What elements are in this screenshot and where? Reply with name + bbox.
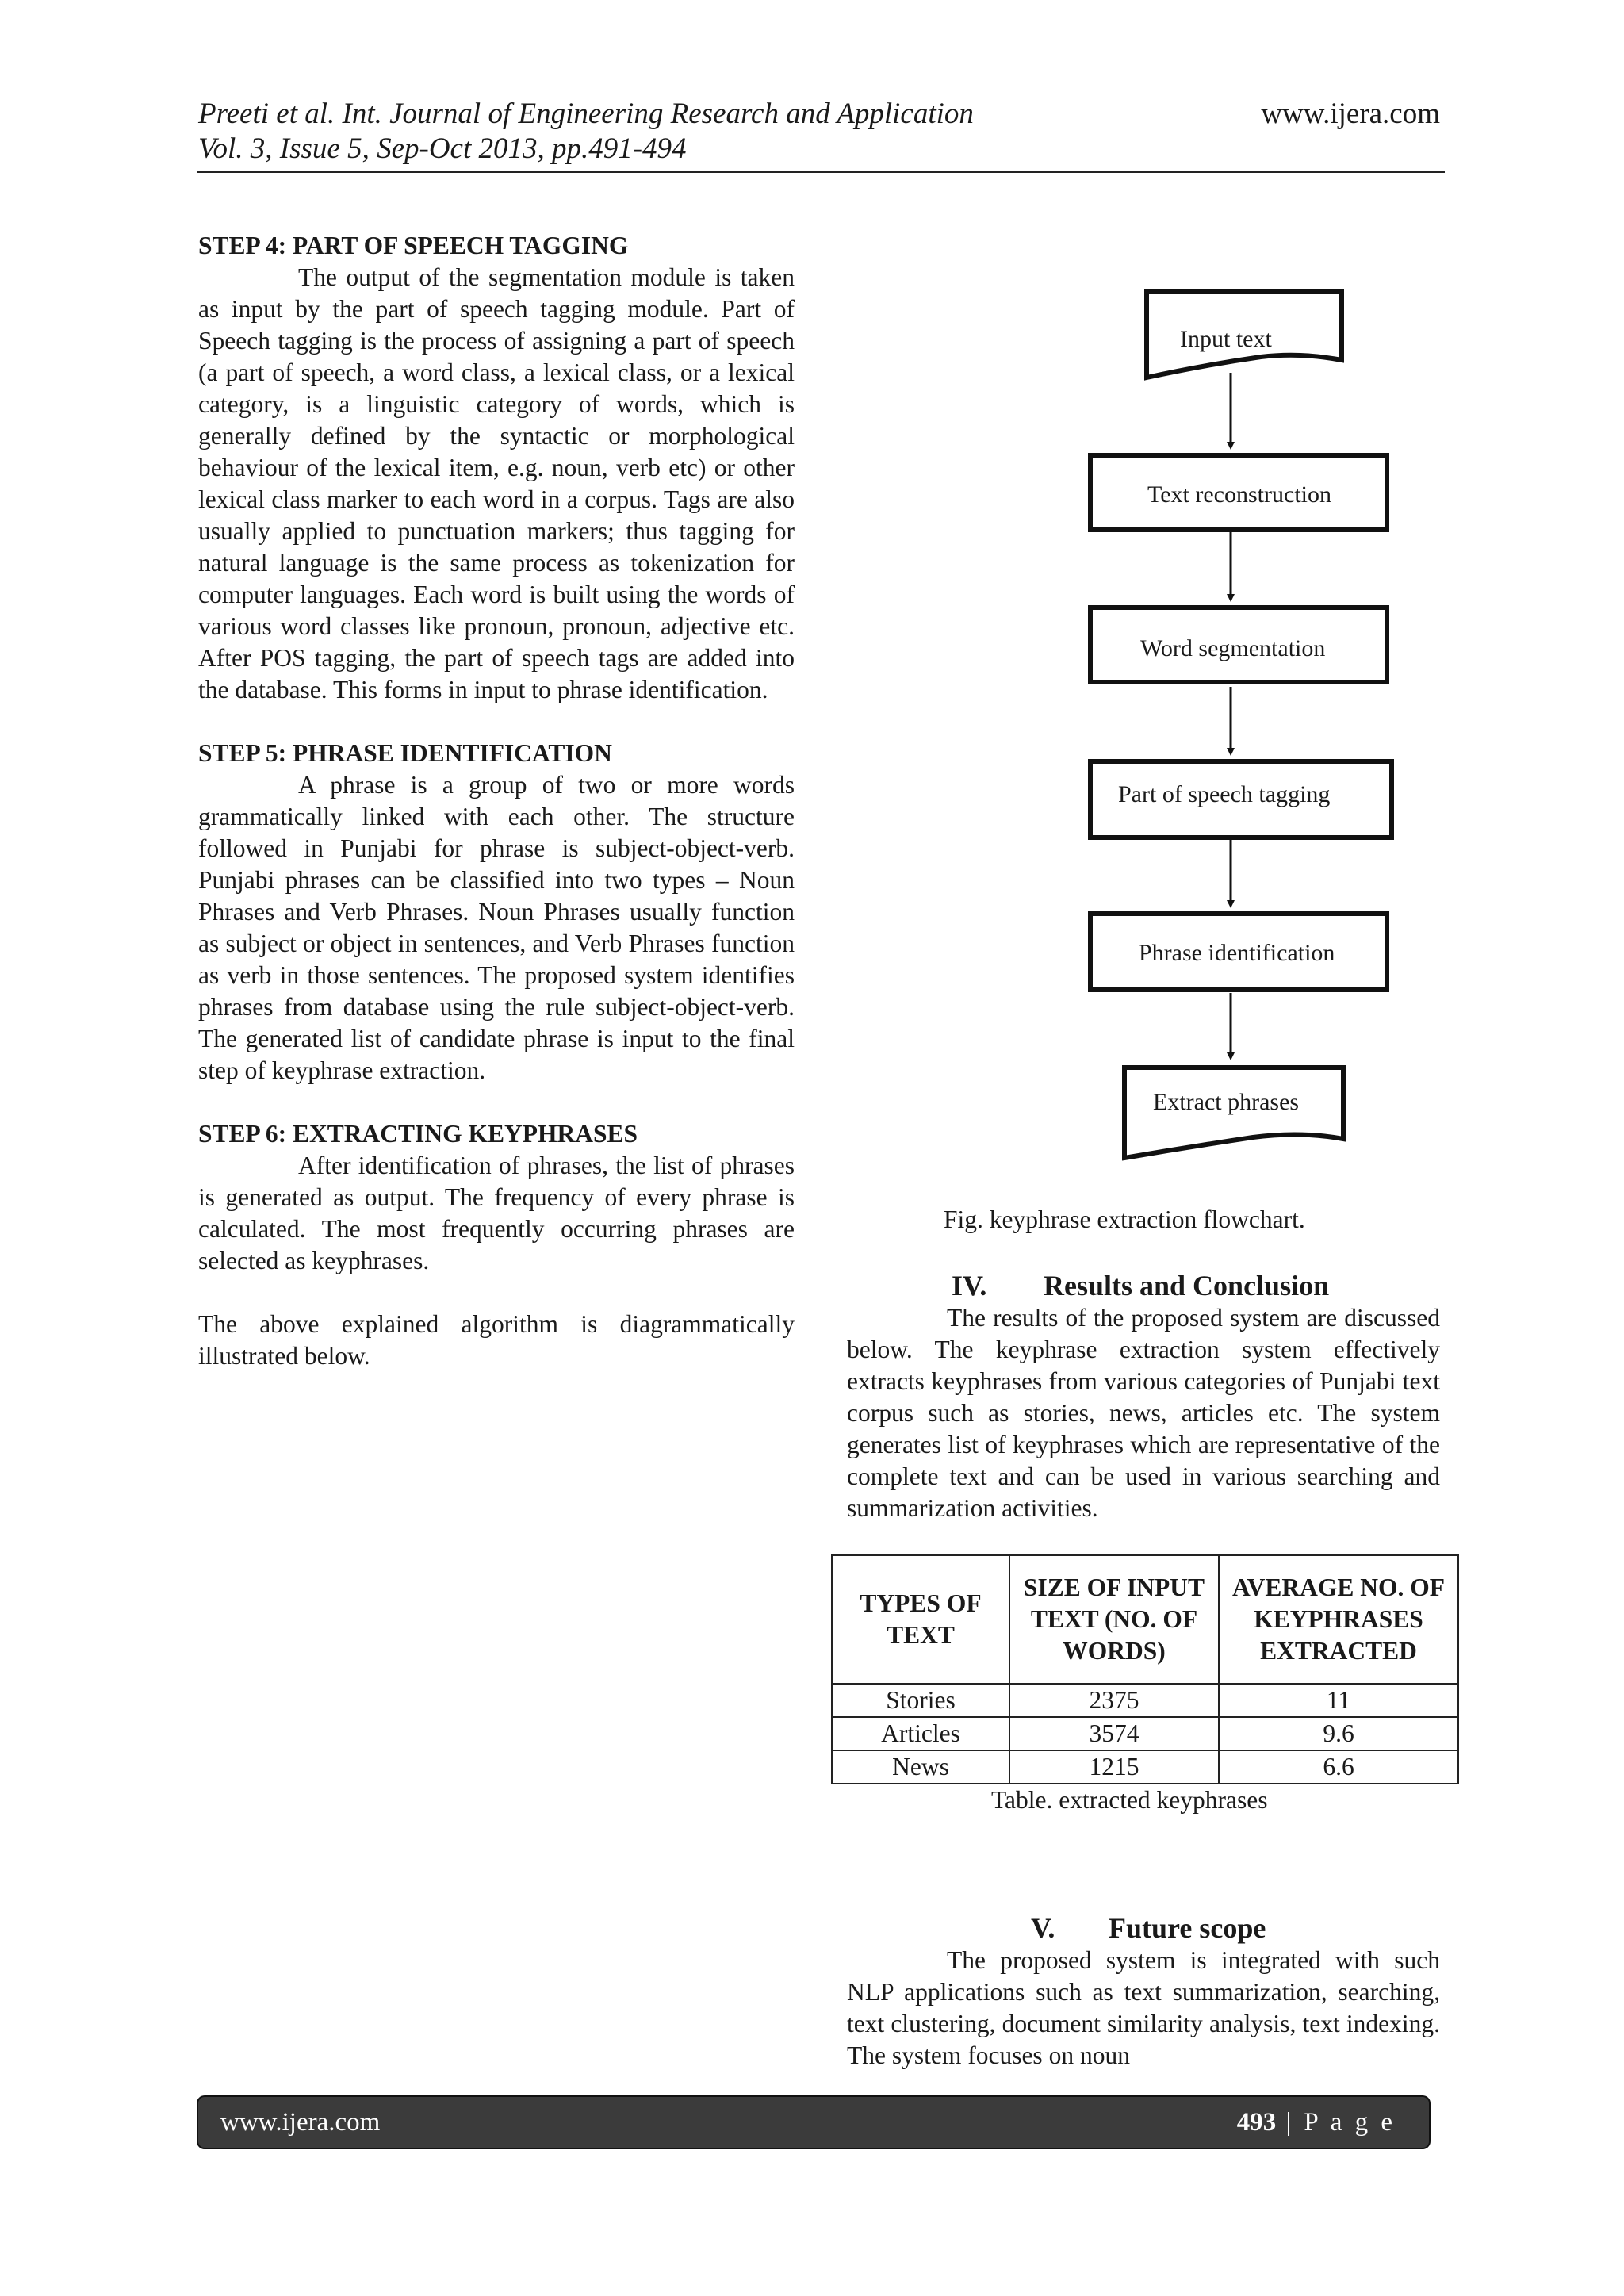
results-column xyxy=(847,1302,1440,1524)
table-cell: Articles xyxy=(832,1717,1009,1750)
table-cell: 9.6 xyxy=(1219,1717,1458,1750)
journal-volume: Vol. 3, Issue 5, Sep-Oct 2013, pp.491-494 xyxy=(198,132,687,165)
flow-label-extract-phrases: Extract phrases xyxy=(1153,1089,1300,1115)
footer-page xyxy=(1237,2106,1396,2138)
header-divider xyxy=(197,171,1445,173)
results-table xyxy=(831,1554,1459,1784)
footer-url: www.ijera.com xyxy=(220,2108,381,2137)
page-label: | P a g e xyxy=(1276,2108,1396,2137)
section-iv-title: Results and Conclusion xyxy=(1044,1270,1330,1301)
flow-label-pos-tagging: Part of speech tagging xyxy=(1118,781,1331,807)
table-header-average: AVERAGE NO. OF KEYPHRASES EXTRACTED xyxy=(1219,1555,1458,1684)
table-cell: News xyxy=(832,1750,1009,1784)
step6-paragraph: After identification of phrases, the list of phrases is generated as output. The frequency of every phrase is calculated. The most frequently occurring phrases are selected as keyphrases. xyxy=(198,1152,795,1274)
table-cell: 6.6 xyxy=(1219,1750,1458,1784)
page-number: 493 xyxy=(1236,2108,1277,2137)
journal-title: Preeti et al. Int. Journal of Engineering Research and Application xyxy=(198,98,974,130)
flow-label-text-reconstruction: Text reconstruction xyxy=(1147,481,1331,508)
table-row xyxy=(832,1750,1458,1784)
table-cell: 3574 xyxy=(1009,1717,1219,1750)
table-cell: 1215 xyxy=(1009,1750,1219,1784)
section-v-number: V. xyxy=(1031,1912,1055,1944)
table-cell: 11 xyxy=(1219,1684,1458,1717)
step4-heading: STEP 4: PART OF SPEECH TAGGING xyxy=(198,232,629,259)
flow-label-phrase-identification: Phrase identification xyxy=(1139,940,1335,966)
table-cell: 2375 xyxy=(1009,1684,1219,1717)
step5-paragraph: A phrase is a group of two or more words grammatically linked with each other. The structure followed in Punjabi for phrase is subject-object-verb. Punjabi phrases can be classified into two types – Noun Phrases and Verb Phrases. Noun Phrases usually function as subject or object in sentences, and Verb Phrases function as verb in those sentences. The proposed system identifies phrases from database using the rule subject-object-verb. The generated list of candidate phrase is input to the final step of keyphrase extraction. xyxy=(198,771,795,1084)
table-header-type: TYPES OF TEXT xyxy=(832,1555,1009,1684)
results-paragraph: The results of the proposed system are discussed below. The keyphrase extraction system effectively extracts keyphrases from various categories of Punjabi text corpus such as stories, news, articles etc. The system generates list of keyphrases which are representative of the complete text and can be used in various searching and summarization activities. xyxy=(847,1304,1440,1522)
figure-caption: Fig. keyphrase extraction flowchart. xyxy=(944,1205,1305,1233)
left-column xyxy=(198,230,795,1372)
table-cell: Stories xyxy=(832,1684,1009,1717)
flow-label-input-text: Input text xyxy=(1180,326,1272,352)
step4-paragraph: The output of the segmentation module is taken as input by the part of speech tagging module. Part of Speech tagging is the process of assigning a part of speech (a part of speech, a word class, a lexical class, or a lexical category, is a linguistic category of words, which is generally defined by the syntactic or morphological behaviour of the lexical item, e.g. noun, verb etc) or other lexical class marker to each word in a corpus. Tags are also usually applied to punctuation markers; thus tagging for natural language is the same process as tokenization for computer languages. Each word is built using the words of various word classes like pronoun, pronoun, adjective etc. After POS tagging, the part of speech tags are added into the database. This forms in input to phrase identification. xyxy=(198,263,795,703)
step5-heading: STEP 5: PHRASE IDENTIFICATION xyxy=(198,739,612,767)
table-header-size: SIZE OF INPUT TEXT (NO. OF WORDS) xyxy=(1009,1555,1219,1684)
journal-url: www.ijera.com xyxy=(1261,98,1440,130)
table-row xyxy=(832,1717,1458,1750)
section-v-title: Future scope xyxy=(1109,1912,1266,1944)
step6-heading: STEP 6: EXTRACTING KEYPHRASES xyxy=(198,1120,638,1148)
page-footer xyxy=(198,2097,1429,2148)
flow-label-word-segmentation: Word segmentation xyxy=(1140,635,1326,661)
table-row xyxy=(832,1684,1458,1717)
table-caption: Table. extracted keyphrases xyxy=(991,1786,1268,1814)
section-iv-number: IV. xyxy=(952,1270,987,1301)
future-column xyxy=(847,1945,1440,2072)
closing-paragraph: The above explained algorithm is diagrammatically illustrated below. xyxy=(198,1310,795,1370)
future-paragraph: The proposed system is integrated with such NLP applications such as text summarization, searching, text clustering, document similarity analysis, text indexing. The system focuses on noun xyxy=(847,1946,1440,2069)
